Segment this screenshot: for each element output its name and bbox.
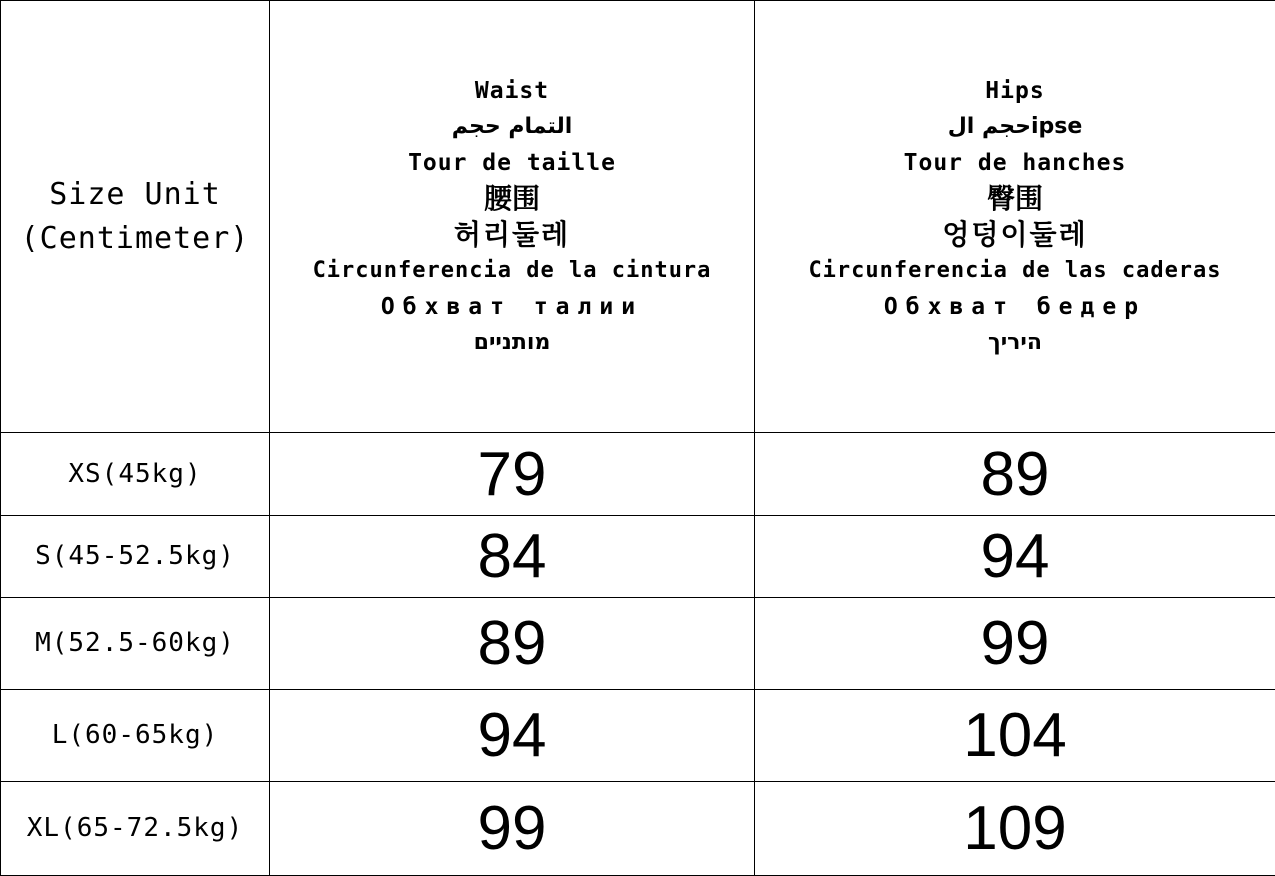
waist-value-cell: 89 <box>270 597 755 689</box>
size-unit-header <box>1 1 270 433</box>
waist-label-ar: التمام حجم <box>451 113 573 139</box>
hips-value-cell: 104 <box>755 689 1275 781</box>
hips-header <box>755 1 1275 433</box>
table-row <box>1 689 1275 781</box>
waist-label-he: מותניים <box>473 329 551 355</box>
hips-label-he: היריך <box>987 329 1043 355</box>
waist-value-cell: 99 <box>270 781 755 875</box>
waist-label-fr: Tour de taille <box>408 149 616 176</box>
hips-label-ar: حجم الipse <box>947 113 1083 139</box>
size-cell: L(60-65kg) <box>1 689 270 781</box>
waist-label-en: Waist <box>474 77 550 104</box>
size-cell: XS(45kg) <box>1 433 270 515</box>
size-unit-label: Size Unit <box>49 176 221 212</box>
table-row <box>1 433 1275 515</box>
header-row <box>1 1 1275 433</box>
hips-label-es: Circunferencia de las caderas <box>808 257 1222 283</box>
waist-label-ko: 허리둘레 <box>453 217 571 251</box>
hips-label-ko: 엉덩이둘레 <box>942 217 1088 251</box>
waist-label-ru: Обхват талии <box>380 293 644 320</box>
hips-value-cell: 94 <box>755 515 1275 597</box>
hips-value-cell: 99 <box>755 597 1275 689</box>
waist-value-cell: 79 <box>270 433 755 515</box>
hips-value-cell: 89 <box>755 433 1275 515</box>
waist-label-zh: 腰围 <box>483 181 540 215</box>
hips-label-en: Hips <box>985 77 1045 104</box>
table-row <box>1 781 1275 875</box>
waist-value-cell: 94 <box>270 689 755 781</box>
hips-label-fr: Tour de hanches <box>903 149 1127 176</box>
hips-value-cell: 109 <box>755 781 1275 875</box>
hips-label-zh: 臀围 <box>986 181 1043 215</box>
size-cell: S(45-52.5kg) <box>1 515 270 597</box>
size-cell: M(52.5-60kg) <box>1 597 270 689</box>
waist-value-cell: 84 <box>270 515 755 597</box>
size-cell: XL(65-72.5kg) <box>1 781 270 875</box>
waist-header <box>270 1 755 433</box>
centimeter-label: (Centimeter) <box>20 220 250 256</box>
table-row <box>1 597 1275 689</box>
table-row <box>1 515 1275 597</box>
waist-label-es: Circunferencia de la cintura <box>312 257 712 283</box>
hips-label-ru: Обхват бедер <box>883 293 1147 320</box>
